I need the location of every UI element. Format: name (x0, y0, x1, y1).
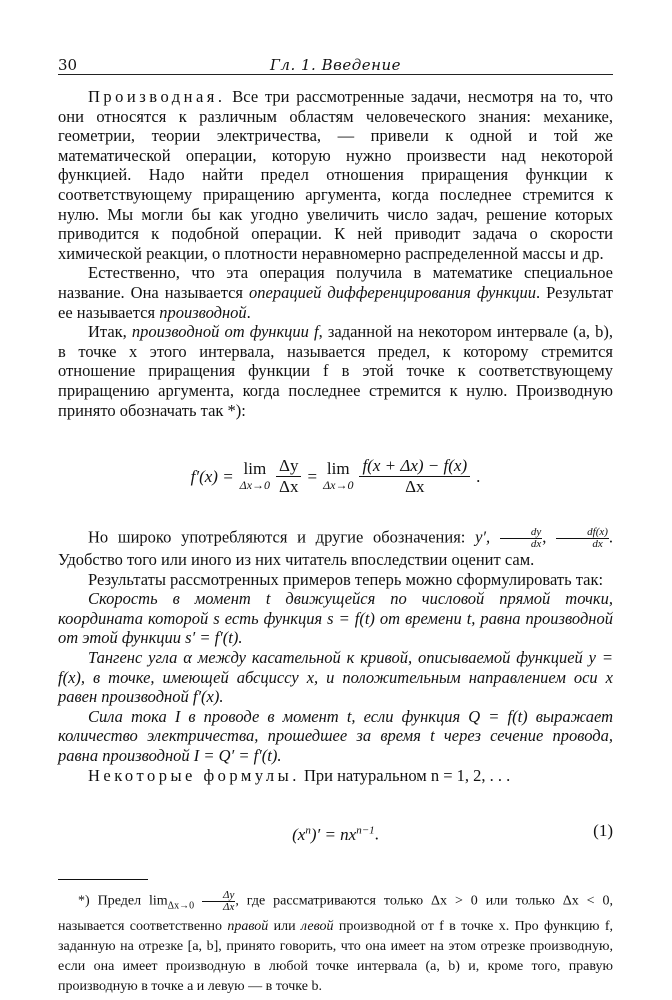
page (58, 50, 613, 997)
equation-number: (1) (593, 821, 613, 841)
running-header (58, 50, 613, 75)
equation-1: $(x^n)' = nx^{n-1}$. (1) (292, 821, 613, 844)
statement-velocity: Скорость в момент t движущейся по числовой прямой точки, координата которой s есть функция s = f(t) от времени t, равна производной от этой функции s′ = f′(t). (58, 589, 613, 648)
paragraph-formulas: Некоторые формулы. При натуральном n = 1, 2, . . . (88, 765, 511, 785)
footnote: *) Предел $\lim_{\Delta x\to 0}$ $\frac{\Delta y}{\Delta x}$ , где рассматриваются только Δx > 0 или только Δx < 0, называется соответственно правой или левой производной от f в точке x. Про функцию f, заданную на отрезке [a, b], принято говорить, что она имеет на этом отрезке производную, если она имеет производную в любой точке интервала (a, b) и, кроме того, правую производную в точке a и левую — в точке b. (58, 889, 614, 994)
paragraph-results: Результаты рассмотренных примеров теперь можно сформулировать так: (88, 569, 604, 589)
paragraph-notations: Но широко употребляются и другие обозначения: y′, $\frac{dy}{dx}$ , $\frac{df(x)}{dx}$ . Удобство того или иного из них читатель впоследствии оценит сам. (58, 526, 614, 570)
statement-tangent: Тангенс угла α между касательной к кривой, описываемой функцией y = f(x), в точке, имеющей абсциссу x, и положительным направлением оси x равен производной f′(x). (58, 648, 613, 707)
statement-current: Сила тока I в проводе в момент t, если функция Q = f(t) выражает количество электричества, прошедшее за время t через сечение провода, равна производной I = Q′ = f′(t). (58, 706, 613, 766)
chapter-title: Гл. 1. Введение (269, 56, 402, 74)
section-lead: Производная. (88, 87, 226, 106)
page-number: 30 (58, 56, 78, 74)
main-text (58, 87, 613, 997)
footnote-rule (58, 879, 148, 880)
paragraph-derivative-intro: Производная. Все три рассмотренные задачи, несмотря на то, что они относятся к различным областям человеческого знания: механике, геометрии, теории электричества, — привели к одной и той же математической операции, которую нужно произвести над некоторой функцией. Надо найти предел отношения приращения функции к соответствующему приращению аргумента, когда последнее стремится к нулю. Мы могли бы как угодно увеличить число задач, решение которых приводится к подобной операции. К ней приводит задача о скорости химической реакции, о плотности неравномерно распределенной массы и др. (58, 87, 613, 263)
section-lead: Некоторые формулы. (88, 765, 300, 785)
paragraph-definition: Итак, производной от функции f, заданной на некотором интервале (a, b), в точке x этого интервала, называется предел, к которому стремится отношение приращения функции f в этой точке к соответствующему приращению аргумента, когда последнее стремится к нулю. Производную принято обозначать так *): (58, 322, 614, 420)
paragraph-operation-name: Естественно, что эта операция получила в математике специальное название. Она называется операцией дифференцирования функции. Результат ее называется производной. (58, 263, 613, 322)
derivative-formula: f′(x) = lim Δx→0 $\frac{\Delta y}{\Delta x}$ = lim Δx→0 $\frac{f(x + \Delta x) - f(x)}{\Delta x}$ . (190, 456, 481, 497)
